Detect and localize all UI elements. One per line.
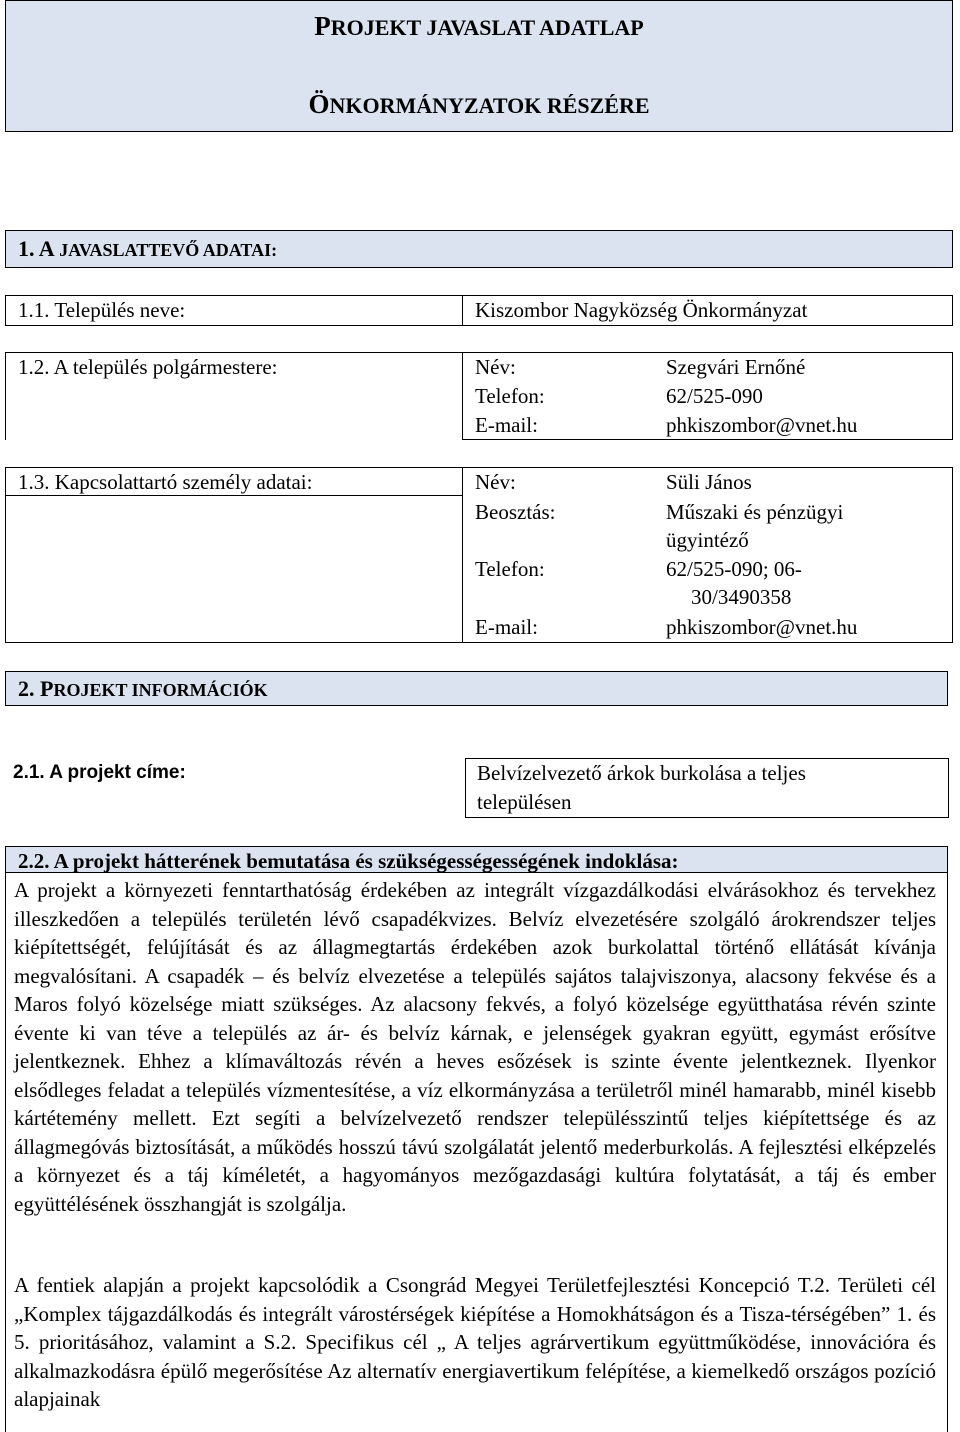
page-title: PROJEKT JAVASLAT ADATLAP [314, 11, 644, 41]
contact-phone-value-1: 62/525-090; 06- [666, 557, 802, 581]
background-paragraph-2: A fentiek alapján a projekt kapcsolódik a Csongrád Megyei Területfejlesztési Koncepció T.2. Területi cél „Komplex tájgazdálkodás és integrált várostérségek kiépítése a Homokhátságon és a Tisza-térségében” 1. és 5. prioritásához, valamint a S.2. Specifikus cél „ A teljes agrárvertikum együttműködése, innovációra és alkalmazkodásra épülő megerősítése Az alternatív energiavertikum felépítése, a kiemelkedő országos pozíció alapjainak [14, 1273, 936, 1411]
section1-title: 1. A JAVASLATTEVŐ ADATAI: [18, 236, 278, 261]
background-label: 2.2. A projekt hátterének bemutatása és szükségességességének indoklása: [18, 849, 679, 873]
page-subtitle: ÖNKORMÁNYZATOK RÉSZÉRE [308, 89, 650, 119]
contact-position-value-2: ügyintéző [666, 528, 749, 552]
project-title-value-2: településen [477, 790, 572, 814]
project-title-value-1: Belvízelvezető árkok burkolása a teljes [477, 761, 806, 785]
mayor-details-cell [462, 352, 953, 440]
settlement-value-cell [462, 295, 953, 326]
mayor-phone-key: Telefon: [475, 384, 545, 408]
mayor-name-value: Szegvári Ernőné [666, 355, 806, 379]
contact-name-key: Név: [475, 470, 516, 494]
contact-blank-cell [5, 495, 463, 643]
contact-email-key: E-mail: [475, 615, 538, 639]
contact-phone-value-2: 30/3490358 [691, 585, 792, 609]
background-paragraph-1: A projekt a környezeti fenntarthatóság érdekében az integrált vízgazdálkodási elvárásokhoz és tervekhez illeszkedően a település területén lévő csapadékvizes. Belvíz elvezetésére szolgáló árokrendszer teljes kiépítettségét, felújítását és az állagmegtartás érdekében azok burkolattal történő ellátását kívánja megvalósítani. A csapadék – és belvíz elvezetése a település sajátos talajviszonya, alacsony fekvése és a Maros folyó közelsége miatt szükséges. Az alacsony fekvés, a folyó közelsége együtthatása révén szinte évente ki van téve a település az ár- és belvíz kárnak, e jelenségek gyakran együtt, egymást erősítve jelentkeznek. Ehhez a klímaváltozás révén a heves esőzések is szinte évente jelentkeznek. Ilyenkor elsődleges feladat a település vízmentesítése, a víz elkormányzása a területről minél hamarabb, minél kisebb kártétemény mellett. Ezt segíti a belvízelvezető rendszer településszintű teljes kiépítettsége és az állagmegóvás biztosítását, a működés hosszú távú szolgálatát jelentő mederburkolás. A fejlesztési elképzelés a környezet és a táj kíméletét, a hagyományos mezőgazdasági kultúra folytatását, a táj és ember együttélésének összhangját is szolgálja. [14, 878, 936, 1216]
background-heading [5, 846, 948, 873]
mayor-email-value[interactable]: phkiszombor@vnet.hu [666, 413, 858, 437]
mayor-label: 1.2. A település polgármestere: [18, 355, 278, 379]
project-title-cell [465, 758, 949, 818]
settlement-value: Kiszombor Nagyközség Önkormányzat [475, 298, 808, 322]
contact-label-cell [5, 467, 463, 496]
settlement-label: 1.1. Település neve: [18, 298, 186, 322]
mayor-email-key: E-mail: [475, 413, 538, 437]
header-box [5, 0, 953, 132]
section1-heading [5, 230, 953, 268]
contact-details-cell [462, 467, 953, 643]
contact-name-value: Süli János [666, 470, 752, 494]
mayor-name-key: Név: [475, 355, 516, 379]
section2-heading [5, 671, 948, 706]
contact-email-value[interactable]: phkiszombor@vnet.hu [666, 615, 858, 639]
mayor-label-cell [5, 352, 463, 440]
section2-title: 2. PROJEKT INFORMÁCIÓK [18, 676, 268, 701]
mayor-phone-value: 62/525-090 [666, 384, 763, 408]
project-title-label: 2.1. A projekt címe: [13, 762, 186, 783]
contact-label: 1.3. Kapcsolattartó személy adatai: [18, 470, 313, 494]
contact-position-key: Beosztás: [475, 500, 556, 524]
contact-phone-key: Telefon: [475, 557, 545, 581]
contact-position-value-1: Műszaki és pénzügyi [666, 500, 844, 524]
